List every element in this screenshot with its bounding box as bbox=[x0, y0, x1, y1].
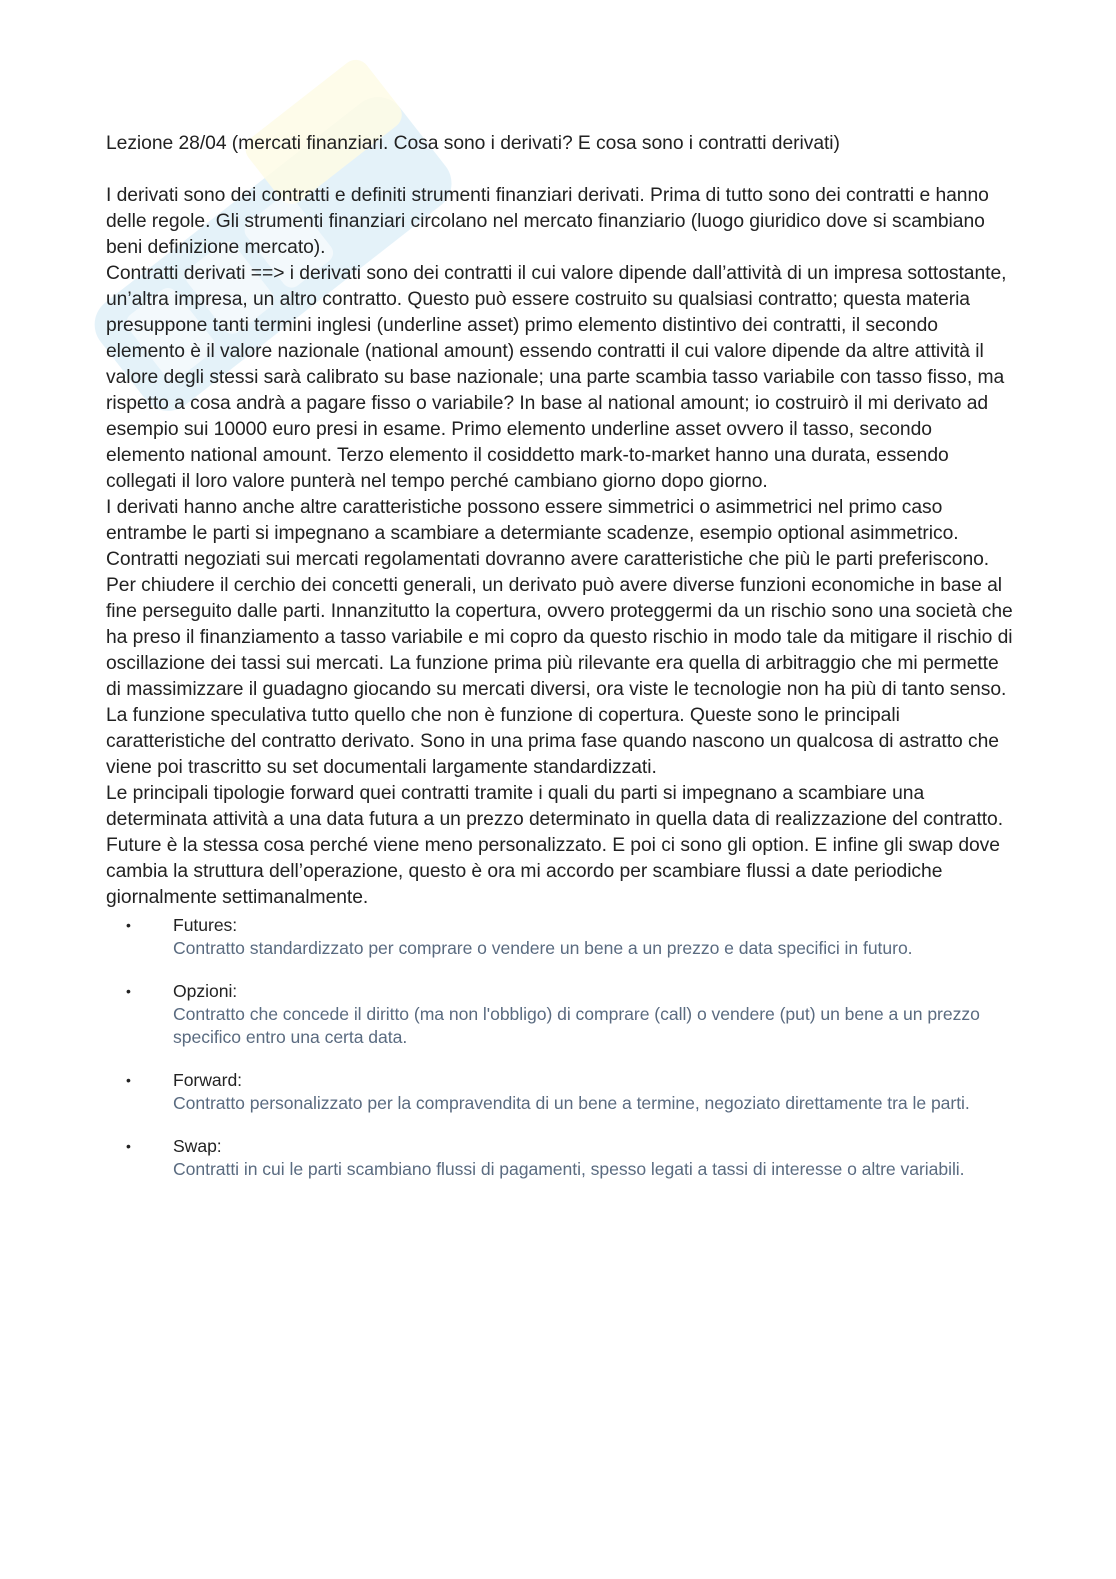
derivative-types-list bbox=[106, 914, 1016, 1181]
bullet-icon: • bbox=[126, 917, 131, 933]
document-body bbox=[106, 131, 1016, 1201]
paragraph: I derivati hanno anche altre caratteristiche possono essere simmetrici o asimmetrici nel primo caso entrambe le parti si impegnano a scambiare a determiante scadenze, esempio optional asimmetrico. bbox=[106, 497, 959, 544]
list-item bbox=[106, 980, 1016, 1049]
list-item-term: Opzioni: bbox=[173, 981, 238, 1001]
list-item-term: Futures: bbox=[173, 915, 238, 935]
paragraph: Le principali tipologie forward quei contratti tramite i quali du parti si impegnano a scambiare una determinata attività a una data futura a un prezzo determinato in quella data di realizzazione del contratto. Future è la stessa cosa perché viene meno personalizzato. E poi ci sono gli option. E infine gli swap dove cambia la struttura dell’operazione, questo è ora mi accordo per scambiare flussi a date periodiche giornalmente settimanalmente. bbox=[106, 783, 1004, 908]
bullet-icon: • bbox=[126, 1072, 131, 1088]
paragraph: Contratti derivati ==> i derivati sono dei contratti il cui valore dipende dall’attività di un impresa sottostante, un’altra impresa, un altro contratto. Questo può essere costruito su qualsiasi contratto; questa materia presuppone tanti termini inglesi (underline asset) primo elemento distintivo dei contratti, il secondo elemento è il valore nazionale (national amount) essendo contratti il cui valore dipende da altre attività il valore degli stessi sarà calibrato su base nazionale; una parte scambia tasso variabile con tasso fisso, ma rispetto a cosa andrà a pagare fisso o variabile? In base al national amount; io costruirò il mi derivato ad esempio sui 10000 euro presi in esame. Primo elemento underline asset ovvero il tasso, secondo elemento national amount. Terzo elemento il cosiddetto mark-to-market hanno una durata, essendo collegati il loro valore punterà nel tempo perché cambiano giorno dopo giorno. bbox=[106, 263, 1007, 492]
list-item-description: Contratti in cui le parti scambiano flussi di pagamenti, spesso legati a tassi di interesse o altre variabili. bbox=[173, 1159, 965, 1179]
list-item-description: Contratto standardizzato per comprare o vendere un bene a un prezzo e data specifici in futuro. bbox=[173, 938, 913, 958]
bullet-icon: • bbox=[126, 1138, 131, 1154]
list-item bbox=[106, 1135, 1016, 1181]
list-item-description: Contratto che concede il diritto (ma non l'obbligo) di comprare (call) o vendere (put) un bene a un prezzo specifico entro una certa data. bbox=[173, 1004, 980, 1047]
paragraph: I derivati sono dei contratti e definiti strumenti finanziari derivati. Prima di tutto sono dei contratti e hanno delle regole. Gli strumenti finanziari circolano nel mercato finanziario (luogo giuridico dove si scambiano beni definizione mercato). bbox=[106, 185, 989, 258]
paragraph: Contratti negoziati sui mercati regolamentati dovranno avere caratteristiche che più le parti preferiscono. Per chiudere il cerchio dei concetti generali, un derivato può avere diverse funzioni economiche in base al fine perseguito dalle parti. Innanzitutto la copertura, ovvero proteggermi da un rischio sono una società che ha preso il finanziamento a tasso variabile e mi copro da questo rischio in modo tale da mitigare il rischio di oscillazione dei tassi sui mercati. La funzione prima più rilevante era quella di arbitraggio che mi permette di massimizzare il guadagno giocando su mercati diversi, ora viste le tecnologie non ha più di tanto senso. La funzione speculativa tutto quello che non è funzione di copertura. Queste sono le principali caratteristiche del contratto derivato. Sono in una prima fase quando nascono un qualcosa di astratto che viene poi trascritto su set documentali largamente standardizzati. bbox=[106, 549, 1013, 778]
list-item bbox=[106, 914, 1016, 960]
list-item-term: Forward: bbox=[173, 1070, 243, 1090]
list-item bbox=[106, 1069, 1016, 1115]
lesson-title: Lezione 28/04 (mercati finanziari. Cosa sono i derivati? E cosa sono i contratti derivati) bbox=[106, 133, 840, 154]
list-item-term: Swap: bbox=[173, 1136, 222, 1156]
bullet-icon: • bbox=[126, 983, 131, 999]
list-item-description: Contratto personalizzato per la compravendita di un bene a termine, negoziato direttamente tra le parti. bbox=[173, 1093, 970, 1113]
